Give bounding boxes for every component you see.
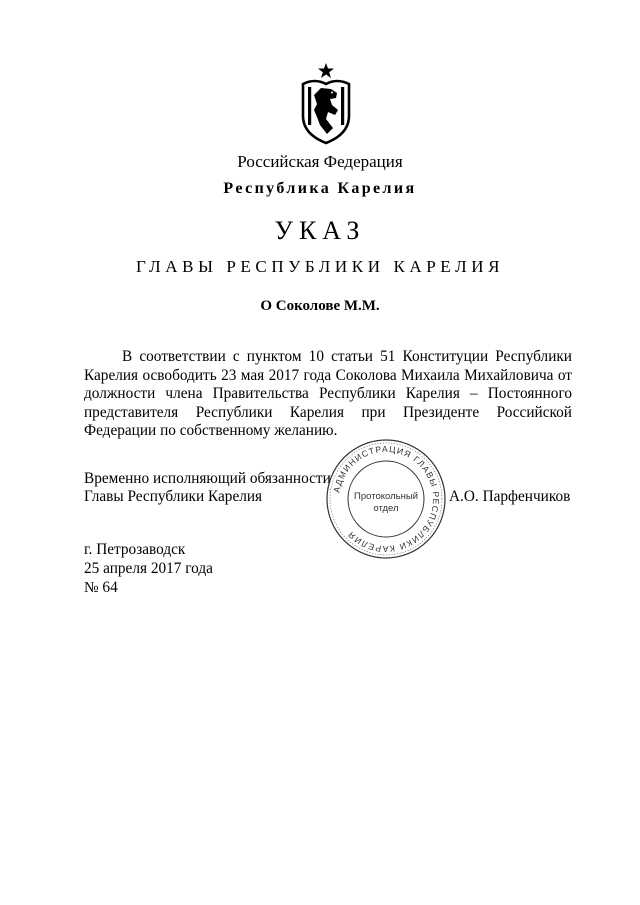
stamp-ring-text: АДМИНИСТРАЦИЯ ГЛАВЫ РЕСПУБЛИКИ КАРЕЛИЯ — [331, 443, 442, 555]
document-type-title: УКАЗ — [274, 216, 366, 245]
karelia-coat-of-arms-icon — [297, 62, 355, 146]
official-stamp — [324, 437, 448, 561]
issuer-line: ГЛАВЫ РЕСПУБЛИКИ КАРЕЛИЯ — [135, 257, 505, 276]
signatory-name: А.О. Парфенчиков — [449, 488, 571, 505]
issue-date: 25 апреля 2017 года — [84, 560, 213, 577]
republic-line: Республика Карелия — [223, 180, 417, 197]
decree-subject: О Соколове М.М. — [260, 298, 380, 314]
decree-number: № 64 — [84, 579, 118, 596]
stamp-center-line-2: отдел — [373, 503, 399, 514]
issue-city: г. Петрозаводск — [84, 541, 186, 558]
signatory-title-line-1: Временно исполняющий обязанности — [84, 470, 331, 487]
signatory-title-line-2: Главы Республики Карелия — [84, 488, 263, 505]
federation-line: Российская Федерация — [237, 152, 403, 171]
decree-paragraph: В соответствии с пунктом 10 статьи 51 Конституции Республики Карелия освободить 23 мая 2017 года Соколова Михаила Михайловича от должности члена Правительства Республики Карелия – Постоянного представителя Республики Карелия при Президенте Российской Федерации по собственному желанию. — [84, 348, 572, 440]
stamp-center-line-1: Протокольный — [354, 491, 418, 502]
